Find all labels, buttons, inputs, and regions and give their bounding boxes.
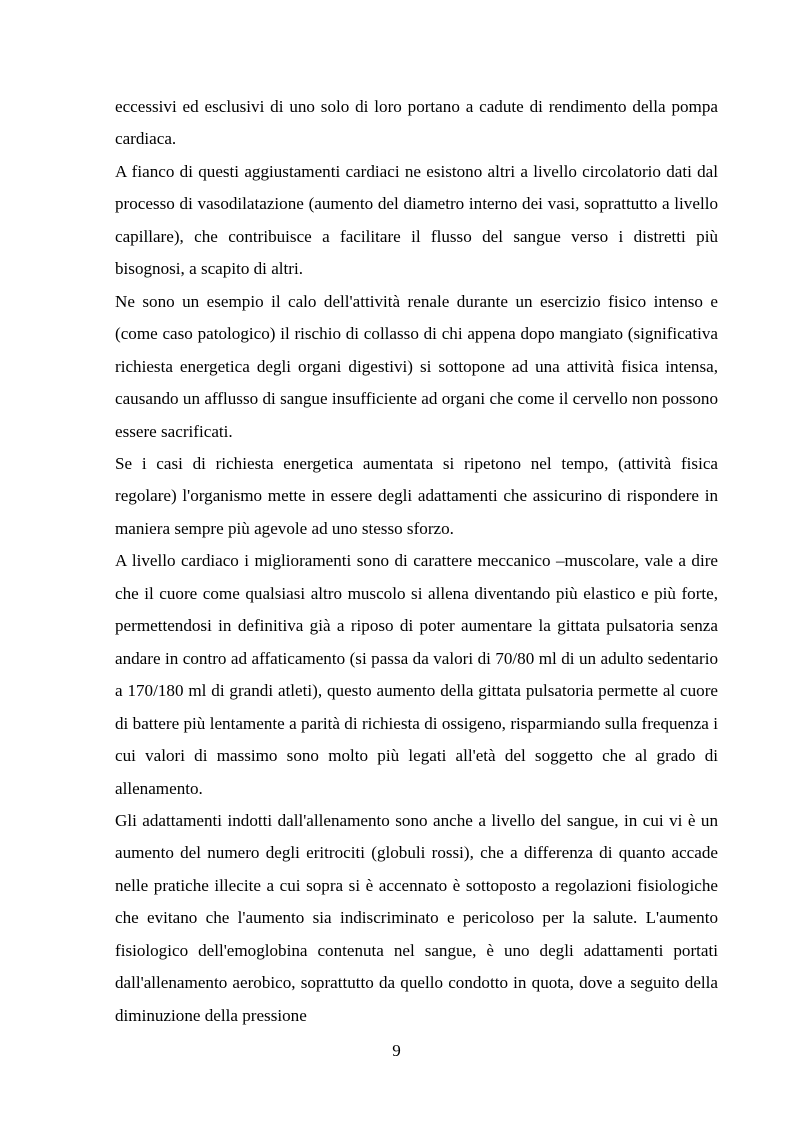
body-text — [115, 91, 718, 1032]
paragraph: A fianco di questi aggiustamenti cardiaci ne esistono altri a livello circolatorio dati dal processo di vasodilatazione (aumento del diametro interno dei vasi, soprattutto a livello capillare), che contribuisce a facilitare il flusso del sangue verso i distretti più bisognosi, a scapito di altri. — [115, 161, 718, 279]
paragraph: Gli adattamenti indotti dall'allenamento sono anche a livello del sangue, in cui vi è un aumento del numero degli eritrociti (globuli rossi), che a differenza di quanto accade nelle pratiche illecite a cui sopra si è accennato è sottoposto a regolazioni fisiologiche che evitano che l'aumento sia indiscriminato e pericoloso per la salute. L'aumento fisiologico dell'emoglobina contenuta nel sangue, è uno degli adattamenti portati dall'allenamento aerobico, soprattutto da quello condotto in quota, dove a seguito della diminuzione della pressione — [115, 810, 718, 1025]
paragraph: Se i casi di richiesta energetica aumentata si ripetono nel tempo, (attività fisica regolare) l'organismo mette in essere degli adattamenti che assicurino di rispondere in maniera sempre più agevole ad uno stesso sforzo. — [115, 453, 718, 538]
page-number: 9 — [392, 1041, 401, 1060]
paragraph: A livello cardiaco i miglioramenti sono di carattere meccanico –muscolare, vale a dire che il cuore come qualsiasi altro muscolo si allena diventando più elastico e più forte, permettendosi in definitiva già a riposo di poter aumentare la gittata pulsatoria senza andare in contro ad affaticamento (si passa da valori di 70/80 ml di un adulto sedentario a 170/180 ml di grandi atleti), questo aumento della gittata pulsatoria permette al cuore di battere più lentamente a parità di richiesta di ossigeno, risparmiando sulla frequenza i cui valori di massimo sono molto più legati all'età del soggetto che al grado di allenamento. — [115, 551, 718, 798]
paragraph: Ne sono un esempio il calo dell'attività renale durante un esercizio fisico intenso e (come caso patologico) il rischio di collasso di chi appena dopo mangiato (significativa richiesta energetica degli organi digestivi) si sottopone ad una attività fisica intensa, causando un afflusso di sangue insufficiente ad organi che come il cervello non possono essere sacrificati. — [115, 291, 718, 441]
paragraph: eccessivi ed esclusivi di uno solo di loro portano a cadute di rendimento della pompa cardiaca. — [115, 97, 718, 149]
